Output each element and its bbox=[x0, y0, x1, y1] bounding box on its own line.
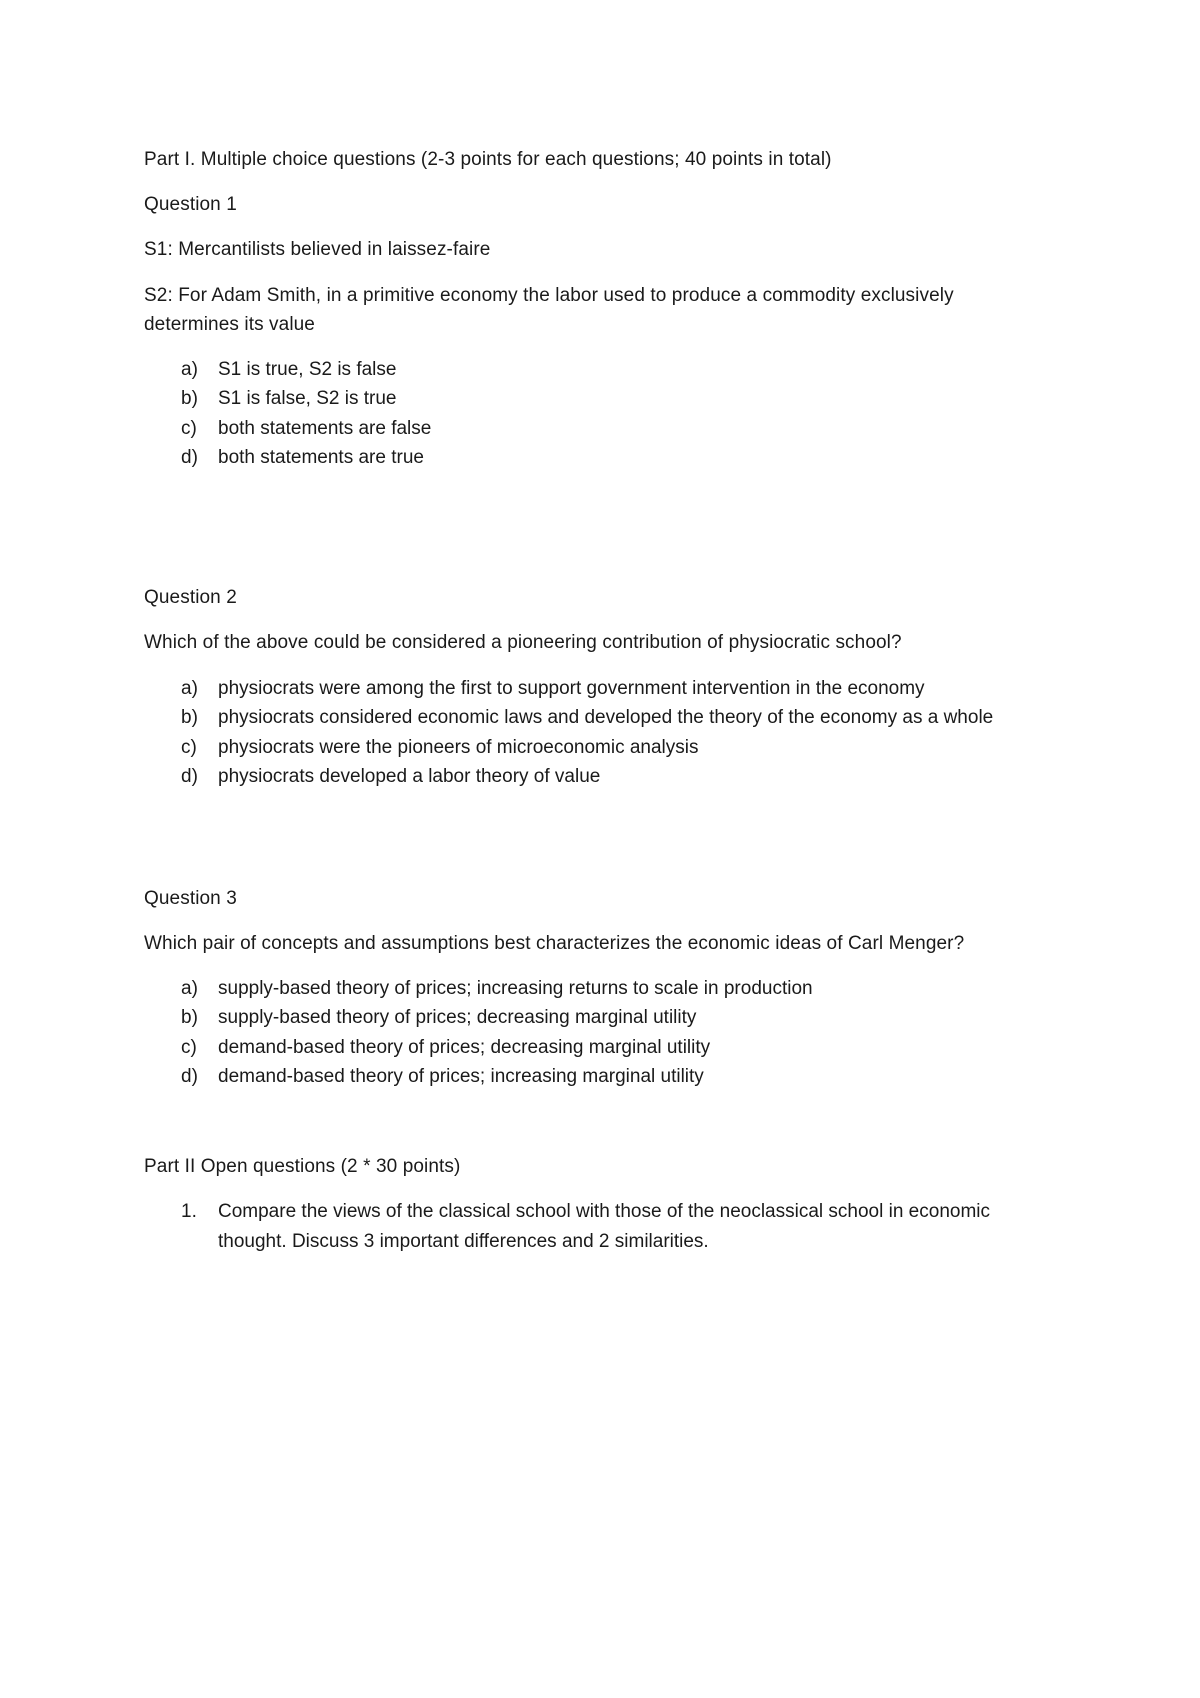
question2-prompt: Which of the above could be considered a pioneering contribution of physiocratic school? bbox=[144, 632, 902, 653]
option-text: physiocrats were among the first to support government intervention in the economy bbox=[218, 678, 925, 699]
option-text: supply-based theory of prices; decreasing marginal utility bbox=[218, 1007, 697, 1028]
question2-option-d bbox=[181, 762, 600, 791]
question3-option-d bbox=[181, 1062, 704, 1091]
option-label: d) bbox=[181, 766, 198, 787]
option-text: physiocrats were the pioneers of microeconomic analysis bbox=[218, 737, 699, 758]
option-text: physiocrats considered economic laws and developed the theory of the economy as a whole bbox=[218, 707, 994, 728]
question3-option-c bbox=[181, 1033, 710, 1062]
question3-title: Question 3 bbox=[144, 888, 237, 909]
option-text: S1 is true, S2 is false bbox=[218, 359, 397, 380]
question1-statement2-line1: S2: For Adam Smith, in a primitive economy the labor used to produce a commodity exclusively bbox=[144, 285, 954, 306]
part1-heading: Part I. Multiple choice questions (2-3 points for each questions; 40 points in total) bbox=[144, 149, 832, 170]
question1-statement2-line2: determines its value bbox=[144, 314, 315, 335]
option-label: d) bbox=[181, 447, 198, 468]
option-label: c) bbox=[181, 1037, 197, 1058]
option-text: demand-based theory of prices; decreasing marginal utility bbox=[218, 1037, 711, 1058]
option-label: a) bbox=[181, 359, 198, 380]
option-label: c) bbox=[181, 737, 197, 758]
option-label: a) bbox=[181, 978, 198, 999]
option-text: physiocrats developed a labor theory of value bbox=[218, 766, 601, 787]
option-label: a) bbox=[181, 678, 198, 699]
question2-option-a bbox=[181, 674, 925, 703]
question1-title: Question 1 bbox=[144, 194, 237, 215]
question2-title: Question 2 bbox=[144, 587, 237, 608]
question1-statement1: S1: Mercantilists believed in laissez-faire bbox=[144, 239, 491, 260]
item-text-line1: Compare the views of the classical school with those of the neoclassical school in economic bbox=[218, 1201, 990, 1222]
option-text: both statements are false bbox=[218, 418, 432, 439]
question3-option-a bbox=[181, 974, 813, 1003]
option-text: S1 is false, S2 is true bbox=[218, 388, 397, 409]
option-text: both statements are true bbox=[218, 447, 424, 468]
question2-option-c bbox=[181, 733, 699, 762]
option-text: supply-based theory of prices; increasing returns to scale in production bbox=[218, 978, 813, 999]
question1-option-c bbox=[181, 414, 431, 443]
option-label: b) bbox=[181, 1007, 198, 1028]
open-question-1-line2: thought. Discuss 3 important differences and 2 similarities. bbox=[218, 1231, 709, 1252]
question2-option-b bbox=[181, 703, 993, 732]
question3-prompt: Which pair of concepts and assumptions best characterizes the economic ideas of Carl Menger? bbox=[144, 933, 965, 954]
question1-option-d bbox=[181, 443, 424, 472]
question1-option-b bbox=[181, 384, 396, 413]
question3-option-b bbox=[181, 1003, 696, 1032]
option-label: d) bbox=[181, 1066, 198, 1087]
item-number: 1. bbox=[181, 1201, 197, 1222]
part2-heading: Part II Open questions (2 * 30 points) bbox=[144, 1156, 461, 1177]
question1-option-a bbox=[181, 355, 396, 384]
option-label: c) bbox=[181, 418, 197, 439]
open-question-1 bbox=[181, 1197, 990, 1226]
option-label: b) bbox=[181, 388, 198, 409]
option-text: demand-based theory of prices; increasing marginal utility bbox=[218, 1066, 704, 1087]
option-label: b) bbox=[181, 707, 198, 728]
